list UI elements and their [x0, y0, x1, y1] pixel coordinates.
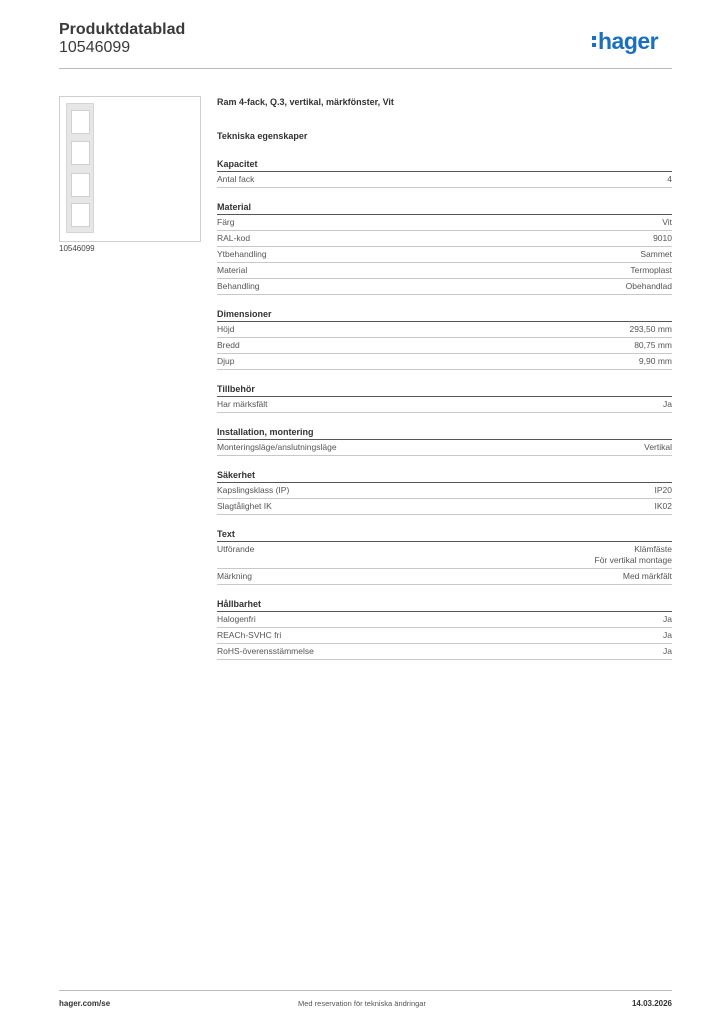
spec-section	[217, 470, 672, 515]
spec-value	[667, 174, 672, 185]
document-title: Produktdatablad	[59, 21, 186, 38]
spec-value-line: Ja	[663, 614, 672, 624]
spec-row	[217, 231, 672, 247]
spec-value	[663, 646, 672, 657]
spec-sections	[217, 159, 672, 660]
section-title: Text	[217, 529, 672, 542]
spec-label: Höjd	[217, 324, 235, 334]
spec-value	[663, 630, 672, 641]
spec-row	[217, 322, 672, 338]
spec-label: Bredd	[217, 340, 240, 350]
product-title: Ram 4-fack, Q.3, vertikal, märkfönster, Vit	[217, 97, 394, 107]
spec-row	[217, 483, 672, 499]
spec-value	[655, 485, 673, 496]
spec-value	[644, 442, 672, 453]
spec-value	[655, 501, 673, 512]
spec-value	[663, 399, 672, 410]
spec-row	[217, 569, 672, 585]
spec-label: Djup	[217, 356, 235, 366]
spec-section	[217, 384, 672, 413]
frame-window	[71, 173, 90, 197]
spec-label: Antal fack	[217, 174, 255, 184]
spec-value	[639, 356, 672, 367]
spec-row	[217, 628, 672, 644]
section-title: Tillbehör	[217, 384, 672, 397]
spec-value-line: För vertikal montage	[594, 555, 672, 565]
spec-label: REACh-SVHC fri	[217, 630, 282, 640]
footer-divider	[59, 990, 672, 991]
spec-label: Kapslingsklass (IP)	[217, 485, 290, 495]
spec-value-line: 4	[667, 174, 672, 184]
frame-window	[71, 203, 90, 227]
section-title: Material	[217, 202, 672, 215]
spec-row	[217, 354, 672, 370]
spec-label: RoHS-överensstämmelse	[217, 646, 314, 656]
section-title: Hållbarhet	[217, 599, 672, 612]
spec-value-line: Termoplast	[630, 265, 672, 275]
spec-value	[640, 249, 672, 260]
frame-window	[71, 141, 90, 165]
spec-value-line: Sammet	[640, 249, 672, 259]
spec-value-line: Vertikal	[644, 442, 672, 452]
spec-section	[217, 309, 672, 370]
spec-label: Monteringsläge/anslutningsläge	[217, 442, 337, 452]
spec-label: Har märksfält	[217, 399, 268, 409]
spec-value	[653, 233, 672, 244]
spec-value	[626, 281, 672, 292]
spec-value	[634, 340, 672, 351]
section-title: Installation, montering	[217, 427, 672, 440]
spec-value	[630, 265, 672, 276]
spec-row	[217, 612, 672, 628]
spec-value-line: Ja	[663, 399, 672, 409]
spec-row	[217, 215, 672, 231]
spec-value-line: 9,90 mm	[638, 356, 672, 366]
spec-row	[217, 644, 672, 660]
footer-date: 14.03.2026	[631, 999, 672, 1008]
spec-value	[595, 544, 672, 566]
spec-row	[217, 542, 672, 569]
spec-row	[217, 247, 672, 263]
spec-value-line: Klämfäste	[634, 544, 672, 554]
header-divider	[59, 68, 672, 69]
spec-value-line: Vit	[662, 217, 672, 227]
spec-label: Ytbehandling	[217, 249, 267, 259]
hager-logo	[592, 28, 658, 54]
spec-row	[217, 172, 672, 188]
spec-label: Utförande	[217, 544, 255, 554]
footer-disclaimer: Med reservation för tekniska ändringar	[298, 999, 426, 1008]
spec-row	[217, 499, 672, 515]
spec-value-line: IP20	[654, 485, 672, 495]
spec-row	[217, 279, 672, 295]
spec-label: Behandling	[217, 281, 260, 291]
spec-label: Märkning	[217, 571, 252, 581]
spec-value-line: Ja	[663, 630, 672, 640]
spec-section	[217, 427, 672, 456]
spec-section	[217, 529, 672, 585]
spec-section	[217, 159, 672, 188]
frame-window	[71, 110, 90, 134]
spec-row	[217, 263, 672, 279]
tech-heading: Tekniska egenskaper	[217, 131, 308, 141]
spec-value	[662, 217, 672, 228]
spec-value-line: IK02	[654, 501, 672, 511]
spec-section	[217, 599, 672, 660]
section-title: Kapacitet	[217, 159, 672, 172]
spec-value	[623, 571, 672, 582]
footer-website: hager.com/se	[59, 999, 111, 1008]
spec-value-line: Obehandlad	[625, 281, 672, 291]
spec-content	[217, 95, 672, 660]
document-number: 10546099	[59, 39, 131, 56]
spec-label: Slagtålighet IK	[217, 501, 272, 511]
spec-label: Material	[217, 265, 248, 275]
section-title: Säkerhet	[217, 470, 672, 483]
spec-value-line: 80,75 mm	[634, 340, 672, 350]
spec-row	[217, 397, 672, 413]
spec-value-line: 9010	[653, 233, 672, 243]
logo-text: hager	[598, 27, 659, 54]
spec-row	[217, 338, 672, 354]
spec-value-line: Ja	[663, 646, 672, 656]
spec-value	[663, 614, 672, 625]
spec-label: Färg	[217, 217, 235, 227]
spec-value	[629, 324, 672, 335]
image-caption: 10546099	[59, 244, 95, 253]
spec-value-line: 293,50 mm	[629, 324, 672, 334]
logo-dots-icon	[592, 36, 596, 47]
frame-4-gang-icon	[66, 103, 94, 233]
product-image	[59, 96, 201, 242]
spec-section	[217, 202, 672, 295]
spec-label: Halogenfri	[217, 614, 256, 624]
section-title: Dimensioner	[217, 309, 672, 322]
spec-row	[217, 440, 672, 456]
spec-label: RAL-kod	[217, 233, 251, 243]
spec-value-line: Med märkfält	[622, 571, 672, 581]
